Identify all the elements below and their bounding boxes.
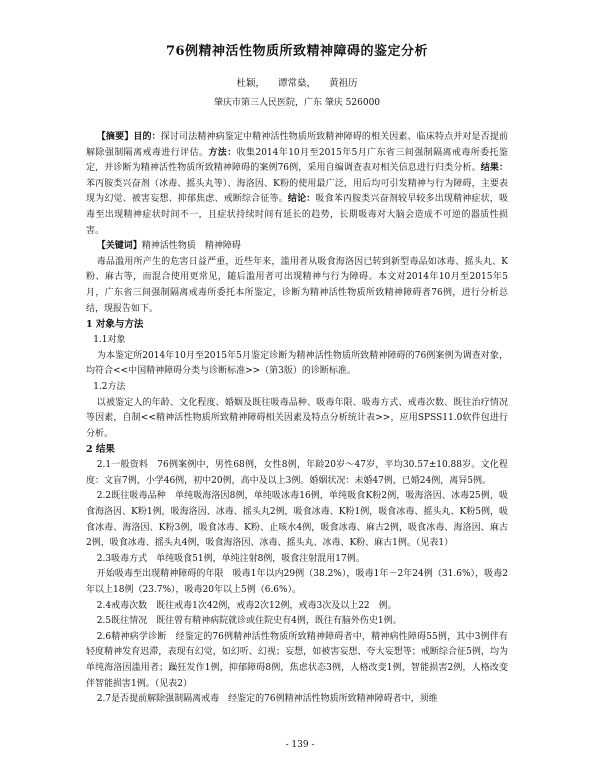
subsection-1-1-text: 为本鉴定所2014年10月至2015年5月鉴定诊断为精神活性物质所致精神障碍的76例案例为调查对象，均符合<<中国精神障碍分类与诊断标准>>（第3版）的诊断标准。 [86,350,508,377]
result-2-5: 2.5既往情况 既往曾有精神病院就诊或住院史有4例，既往有脑外伤史1例。 [96,616,402,627]
author-2: 谭常燊， [277,78,316,89]
subsection-1-1-heading: 1.1对象 [93,335,126,346]
paper-title: 76例精神活性物质所致精神障碍的鉴定分析 [165,44,429,59]
result-2-6: 2.6精神病学诊断 经鉴定的76例精神活性物质所致精神障碍者中，精神病性障碍55例，其中3例伴有轻度精神发育迟滞，表现有幻觉，如幻听、幻视；妄想，如被害妄想、夸大妄想等；戒断综合征5例，均为单纯海洛因滥用者；躁狂发作1例，抑郁障碍8例，焦虑状态3例，人格改变1例，智能损害2例，人格改变伴智能损害1例。（见表2） [86,631,508,689]
abstract-label: 【摘要】 [96,132,134,142]
result-label: 结果： [480,163,508,174]
subsection-1-2-heading: 1.2方法 [93,381,126,392]
conclusion-text: 吸食苯丙胺类兴奋剂较早较多出现精神症状，吸毒至出现精神症状时间不一，且症状持续时间有延长的趋势，长期吸毒对大脑会造成不可逆的器质性损害。 [86,194,508,236]
section-2-heading: 2 结果 [86,444,115,456]
subsection-1-2-text: 以被鉴定人的年龄、文化程度、婚姻及既往吸毒品种、吸毒年限、吸毒方式、戒毒次数、既往治疗情况等因素，自制<<精神活性物质所致精神障碍相关因素及特点分析统计表>>，应用SPSS11.0软件包进行分析。 [86,397,508,439]
author-3: 黄祖历 [329,78,358,89]
conclusion-label: 结论： [287,194,316,205]
author-line [86,75,508,89]
objective-text: 探讨司法精神病鉴定中精神活性物质所致精神障碍的相关因素、临床特点并对是否提前解除强制隔离戒毒进行评估。 [86,132,508,158]
result-text: 苯丙胺类兴奋剂（冰毒、摇头丸等）、海洛因、K粉的使用最广泛，用后均可引发精神与行为障碍，主要表现为幻觉、被害妄想、抑郁焦虑、戒断综合征等。 [86,178,508,205]
result-2-4: 2.4戒毒次数 既往戒毒1次42例，戒毒2次12例，戒毒3次及以上22 例。 [96,600,397,611]
affiliation: 肇庆市第三人民医院，广东 肇庆 526000 [213,98,381,108]
result-2-7: 2.7是否提前解除强制隔离戒毒 经鉴定的76例精神活性物质所致精神障碍者中，须维 [96,694,438,705]
result-2-2: 2.2既往吸毒品种 单纯吸海洛因8例，单纯吸冰毒16例，单纯吸食K粉2例，吸海洛因、冰毒25例，吸食海洛因、K粉1例，吸海洛因、冰毒、摇头丸2例，吸食冰毒、K粉1例，吸食冰毒、摇头丸、K粉5例，吸食冰毒、海洛因、K粉3例，吸食冰毒、K粉、止咳水4例，吸食冰毒、麻古2例，吸食冰毒、海洛因、麻古2例，吸食冰毒、摇头丸4例，吸食海洛因、冰毒、摇头丸、冰毒、K粉、麻古1例。（见表1） [86,491,508,549]
keywords-text: 精神活性物质 精神障碍 [141,241,241,252]
author-1: 杜颖， [236,78,265,89]
page-number: - 139 - [285,740,315,750]
result-2-3: 2.3吸毒方式 单纯吸食51例，单纯注射8例，吸食注射混用17例。 [96,553,365,564]
abstract [86,130,508,239]
section-1-heading: 1 对象与方法 [86,319,144,331]
result-2-3-onset: 开始吸毒至出现精神障碍的年限 吸毒1年以内29例（38.2%），吸毒1年－2年24例（31.6%），吸毒2年以上18例（23.7%），吸毒20年以上5例（6.6%）。 [86,569,508,596]
method-text: 收集2014年10月至2015年5月广东省三间强制隔离戒毒所委托鉴定，并诊断为精神活性物质所致精神障碍的案例76例，采用自编调查表对相关信息进行归类分析。 [86,147,508,174]
keywords-label: 【关键词】 [96,241,142,252]
result-2-1: 2.1一般资料 76例案例中，男性68例，女性8例，年龄20岁～47岁，平均30.57±10.88岁。文化程度：文盲7例，小学46例，初中20例，高中及以上3例。婚姻状况：未婚47例，已婚24例，离异5例。 [86,460,508,486]
method-label: 方法： [208,147,237,158]
intro-paragraph: 毒品滥用所产生的危害日益严重，近些年来，滥用者从吸食海洛因已转到新型毒品如冰毒、摇头丸、K粉、麻古等，而混合使用更常见，随后滥用者可出现精神与行为障碍。本文对2014年10月至2015年5月，广东省三间强制隔离戒毒所委托本所鉴定，诊断为精神活性物质所致精神障碍者76例，进行分析总结，现报告如下。 [86,256,508,314]
objective-label: 目的： [133,132,161,142]
keywords [86,239,508,255]
